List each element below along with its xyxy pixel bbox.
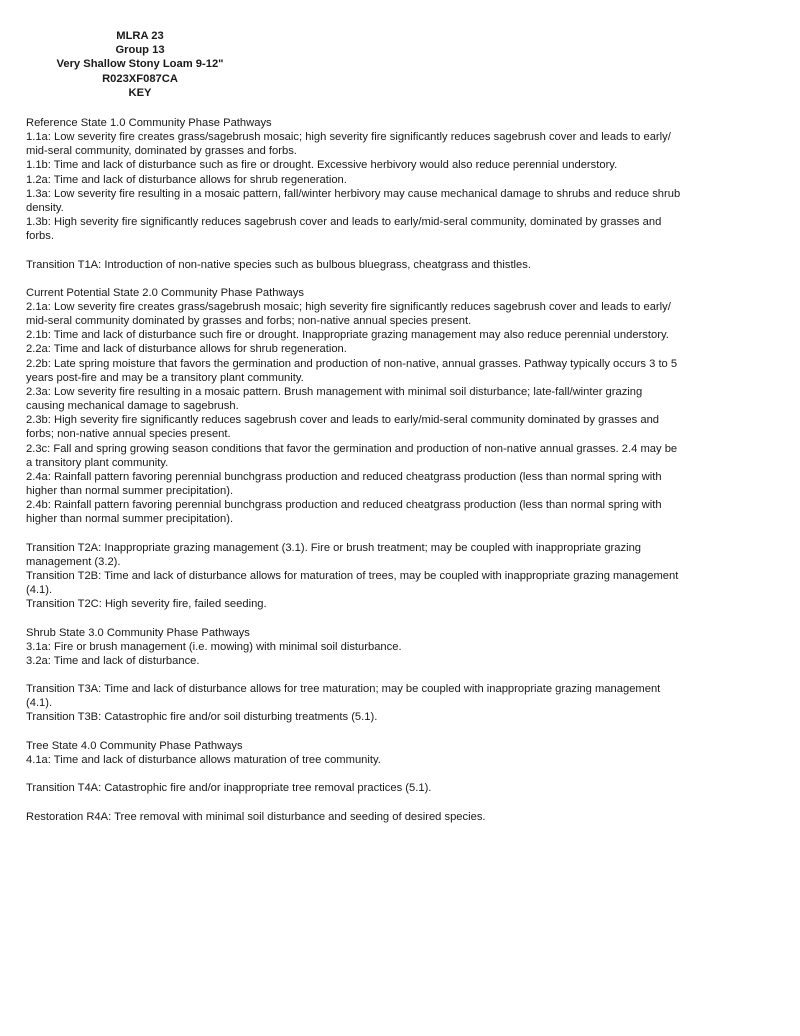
section-title: Transition T3A: Time and lack of disturbance allows for tree maturation; may be coupled with inappropriate grazing management (26, 683, 661, 696)
section-line: 1.3b: High severity fire significantly reduces sagebrush cover and leads to early/mid-seral community, dominated by grasses and (26, 216, 662, 229)
section-line: (4.1). (26, 697, 53, 710)
section-line: 1.3a: Low severity fire resulting in a mosaic pattern, fall/winter herbivory may cause mechanical damage to shrubs and reduce shrub (26, 187, 681, 200)
section (26, 781, 786, 795)
section-title: Current Potential State 2.0 Community Phase Pathways (26, 286, 304, 299)
section-line: a transitory plant community. (26, 456, 169, 469)
header-mlra: MLRA 23 (116, 30, 164, 42)
section (26, 739, 786, 767)
section-line: 2.3c: Fall and spring growing season conditions that favor the germination and production of non-native annual grasses. 2.4 may be (26, 442, 678, 455)
section-line: forbs; non-native annual species present. (26, 428, 231, 441)
section (26, 258, 786, 272)
section-line: forbs. (26, 230, 54, 243)
section-line: (4.1). (26, 584, 53, 597)
section-line: causing mechanical damage to sagebrush. (26, 400, 239, 413)
section-line: 2.2b: Late spring moisture that favors the germination and production of non-native, annual grasses. Pathway typically occurs 3 to 5 (26, 357, 678, 370)
section-line: Transition T3B: Catastrophic fire and/or soil disturbing treatments (5.1). (26, 711, 378, 724)
header-site-name: Very Shallow Stony Loam 9-12" (56, 58, 224, 71)
section-line: Transition T2C: High severity fire, failed seeding. (26, 598, 267, 611)
section (26, 116, 786, 243)
section-title: Restoration R4A: Tree removal with minimal soil disturbance and seeding of desired species. (26, 810, 486, 823)
section (26, 682, 786, 724)
section-line: 2.4b: Rainfall pattern favoring perennial bunchgrass production and reduced cheatgrass production (less than normal spring with (26, 499, 662, 512)
section-line: 1.1b: Time and lack of disturbance such as fire or drought. Excessive herbivory would also reduce perennial understory. (26, 159, 618, 172)
section-title: Transition T2A: Inappropriate grazing management (3.1). Fire or brush treatment; may be coupled with inappropriate grazing (26, 541, 642, 554)
section-title: Transition T4A: Catastrophic fire and/or inappropriate tree removal practices (5.1). (26, 782, 432, 795)
section-line: 2.1b: Time and lack of disturbance such fire or drought. Inappropriate grazing management may also reduce perennial understory. (26, 329, 669, 342)
section (26, 286, 786, 527)
header-key: KEY (128, 86, 152, 99)
section-line: Transition T2B: Time and lack of disturbance allows for maturation of trees, may be coupled with inappropriate grazing management (26, 569, 679, 582)
section-line: 2.3a: Low severity fire resulting in a mosaic pattern. Brush management with minimal soil disturbance; late-fall/winter grazing (26, 385, 643, 398)
header-group: Group 13 (115, 44, 165, 57)
section-line: 2.4a: Rainfall pattern favoring perennial bunchgrass production and reduced cheatgrass production (less than normal spring with (26, 470, 662, 483)
header-site-id: R023XF087CA (102, 72, 178, 85)
section-title: Transition T1A: Introduction of non-native species such as bulbous bluegrass, cheatgrass and thistles. (26, 258, 531, 271)
section-line: years post-fire and may be a transitory plant community. (26, 371, 304, 384)
section-line: 1.2a: Time and lack of disturbance allows for shrub regeneration. (26, 173, 347, 186)
section (26, 541, 786, 612)
section-line: mid-seral community dominated by grasses and forbs; non-native annual species present. (26, 315, 472, 328)
section-line: higher than normal summer precipitation). (26, 513, 234, 526)
section-line: 1.1a: Low severity fire creates grass/sagebrush mosaic; high severity fire significantly reduces sagebrush cover and leads to early/ (26, 131, 671, 144)
document-body (26, 116, 786, 838)
document-header (0, 29, 280, 100)
section (26, 626, 786, 668)
section-title: Reference State 1.0 Community Phase Pathways (26, 117, 272, 129)
section-line: density. (26, 201, 64, 214)
section-title: Tree State 4.0 Community Phase Pathways (26, 739, 243, 752)
section-line: 2.3b: High severity fire significantly reduces sagebrush cover and leads to early/mid-seral community dominated by grasses and (26, 414, 660, 427)
section-line: 3.2a: Time and lack of disturbance. (26, 654, 200, 667)
section (26, 810, 786, 824)
section-title: Shrub State 3.0 Community Phase Pathways (26, 626, 250, 639)
section-line: 4.1a: Time and lack of disturbance allows maturation of tree community. (26, 753, 381, 766)
section-line: higher than normal summer precipitation). (26, 485, 234, 498)
section-line: management (3.2). (26, 555, 121, 568)
section-line: 3.1a: Fire or brush management (i.e. mowing) with minimal soil disturbance. (26, 640, 402, 653)
section-line: mid-seral community, dominated by grasses and forbs. (26, 145, 297, 158)
section-line: 2.2a: Time and lack of disturbance allows for shrub regeneration. (26, 343, 347, 356)
section-line: 2.1a: Low severity fire creates grass/sagebrush mosaic; high severity fire significantly reduces sagebrush cover and leads to early/ (26, 301, 671, 313)
